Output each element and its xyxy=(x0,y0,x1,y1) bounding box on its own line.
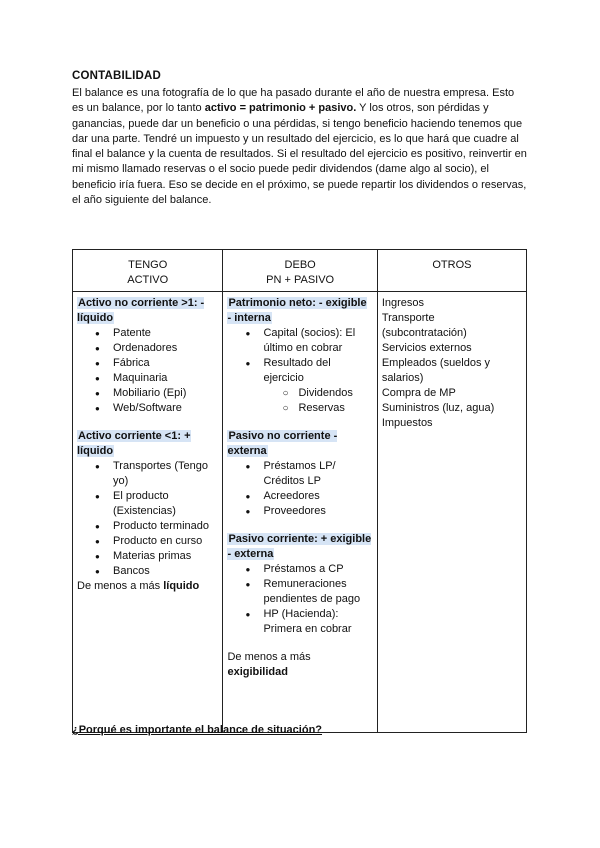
pasivo-no-corriente-list xyxy=(227,459,372,519)
list-item: Ingresos xyxy=(381,297,425,309)
balance-table xyxy=(72,249,527,733)
list-item: ● Maquinaria xyxy=(93,371,218,386)
pasivo-cell xyxy=(223,292,377,733)
activo-no-corriente-list xyxy=(77,326,218,416)
list-item: Compra de MP xyxy=(381,387,456,399)
table-body-row xyxy=(73,292,527,733)
list-item: ● Proveedores xyxy=(243,504,372,519)
otros-cell xyxy=(377,292,526,733)
header-otros xyxy=(377,250,526,292)
list-item: ● Mobiliario (Epi) xyxy=(93,386,218,401)
list-item: ● Materias primas xyxy=(93,549,218,564)
patrimonio-list xyxy=(227,326,372,386)
list-item: ● Préstamos LP/ Créditos LP xyxy=(243,459,372,489)
activo-footer-bold: líquido xyxy=(163,580,200,592)
list-item: ● Transportes (Tengo yo) xyxy=(93,459,218,489)
list-item: ● HP (Hacienda): Primera en cobrar xyxy=(243,607,372,637)
pasivo-footer xyxy=(227,650,372,680)
resultado-ejercicio-label: Resultado del ejercicio xyxy=(263,357,331,384)
activo-footer-text: De menos a más xyxy=(77,580,164,592)
pasivo-footer-bold: exigibilidad xyxy=(227,666,288,678)
list-item: ● Préstamos a CP xyxy=(243,562,372,577)
header-activo-label: ACTIVO xyxy=(127,274,169,286)
list-item: Transporte (subcontratación) xyxy=(381,312,467,339)
activo-cell xyxy=(73,292,223,733)
activo-corriente-list xyxy=(77,459,218,579)
header-pn-pasivo: PN + PASIVO xyxy=(266,274,335,286)
list-item: ● Acreedores xyxy=(243,489,372,504)
list-item: ● Fábrica xyxy=(93,356,218,371)
intro-paragraph xyxy=(72,86,528,208)
list-item: ● Capital (socios): El último en cobrar xyxy=(243,326,372,356)
activo-corriente-title: Activo corriente <1: + líquido xyxy=(77,430,191,457)
list-item: Suministros (luz, agua) xyxy=(381,402,495,414)
list-item: ○ Reservas xyxy=(282,401,372,416)
patrimonio-neto-title: Patrimonio neto: - exigible - interna xyxy=(227,297,367,324)
pasivo-corriente-title: Pasivo corriente: + exigible - externa xyxy=(227,533,372,560)
pasivo-footer-text: De menos a más xyxy=(227,651,311,663)
header-otros-label: OTROS xyxy=(432,259,472,271)
list-item: Impuestos xyxy=(381,417,433,429)
list-item: ● Producto en curso xyxy=(93,534,218,549)
section-question: ¿Porqué es importante el balance de situación? xyxy=(72,724,323,736)
list-item: ● Patente xyxy=(93,326,218,341)
list-item: ● Bancos xyxy=(93,564,218,579)
list-item: ● Ordenadores xyxy=(93,341,218,356)
header-pasivo xyxy=(223,250,377,292)
intro-text-2: Y los otros, son pérdidas y ganancias, puede dar un beneficio o una pérdidas, si tengo beneficio haciendo tenemos que dar una parte. Tendré un impuesto y un resultado del ejercicio, es lo que hará que cuadre al final el balance y la cuenta de resultados. Si el resultado del ejercicio es positivo, reinvertir en mi mismo llamado reservas o el socio puede pedir dividendos (dame algo al socio), el beneficio iría fuera. Eso se decide en el próximo, se puede repartir los dividendos o reservas, el año siguiente del balance. xyxy=(72,102,527,207)
balance-formula: activo = patrimonio + pasivo. xyxy=(204,102,357,115)
pasivo-corriente-list xyxy=(227,562,372,637)
header-activo xyxy=(73,250,223,292)
table-header-row xyxy=(73,250,527,292)
list-item: ○ Dividendos xyxy=(282,386,372,401)
header-debo: DEBO xyxy=(284,259,316,271)
header-tengo: TENGO xyxy=(128,259,168,271)
list-item: Servicios externos xyxy=(381,342,472,354)
activo-no-corriente-title: Activo no corriente >1: - líquido xyxy=(77,297,205,324)
list-item: Empleados (sueldos y salarios) xyxy=(381,357,491,384)
pasivo-no-corriente-title: Pasivo no corriente - externa xyxy=(227,430,338,457)
intro-text-1: El balance es una fotografía de lo que ha pasado durante el año de nuestra empresa. Esto es un balance, por lo tanto xyxy=(72,87,515,115)
activo-footer xyxy=(77,579,218,594)
resultado-sublist xyxy=(227,386,372,416)
document-title: CONTABILIDAD xyxy=(72,70,162,82)
list-item: ● Producto terminado xyxy=(93,519,218,534)
list-item xyxy=(243,356,372,386)
list-item: ● El producto (Existencias) xyxy=(93,489,218,519)
list-item: ● Remuneraciones pendientes de pago xyxy=(243,577,372,607)
list-item: ● Web/Software xyxy=(93,401,218,416)
